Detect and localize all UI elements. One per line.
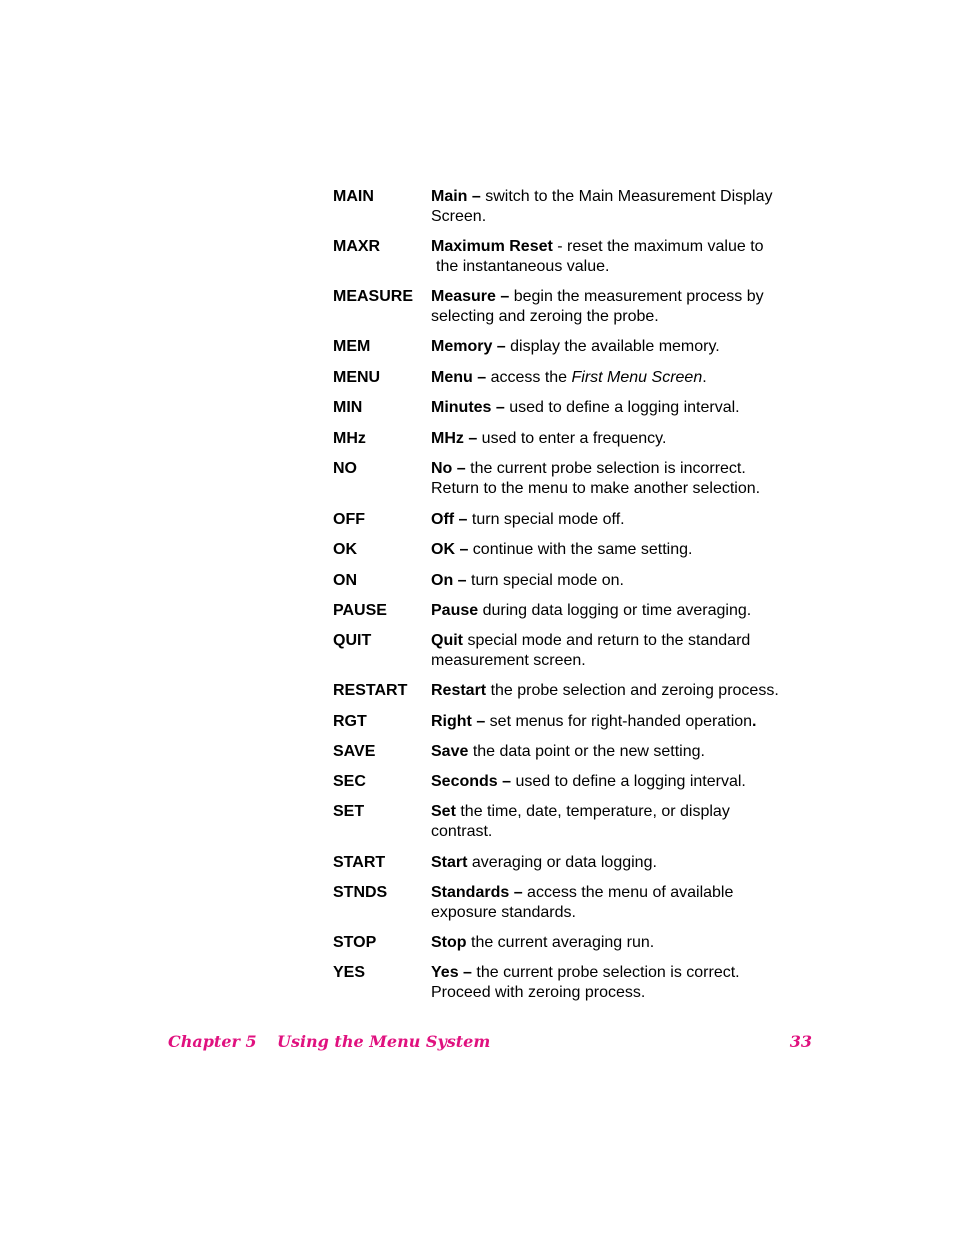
term-name: Right – xyxy=(431,713,486,730)
term-name: OK – xyxy=(431,541,469,558)
term-description: exposure standards. xyxy=(431,904,576,921)
term-name: Minutes – xyxy=(431,399,505,416)
term-definition xyxy=(431,540,823,560)
term-description: switch to the Main Measurement Display xyxy=(480,188,773,205)
menu-term-entry xyxy=(333,287,823,327)
menu-term-entry xyxy=(333,933,823,953)
term-definition xyxy=(431,712,823,732)
term-definition xyxy=(431,772,823,792)
term-definition xyxy=(431,237,823,277)
menu-term-entry xyxy=(333,681,823,701)
term-description: Return to the menu to make another selection. xyxy=(431,480,761,497)
menu-term-entry xyxy=(333,510,823,530)
term-description: turn special mode off. xyxy=(467,511,625,528)
term-description: during data logging or time averaging. xyxy=(478,602,752,619)
term-definition xyxy=(431,187,823,227)
term-name: No – xyxy=(431,460,466,477)
term-name: Off – xyxy=(431,511,468,528)
term-key: RESTART xyxy=(333,682,408,699)
term-name: Memory – xyxy=(431,338,506,355)
term-description: turn special mode on. xyxy=(466,572,624,589)
menu-term-entry xyxy=(333,712,823,732)
term-description: . xyxy=(702,369,707,386)
term-definition xyxy=(431,742,823,762)
term-description: special mode and return to the standard xyxy=(463,632,751,649)
term-definition xyxy=(431,429,823,449)
term-name: MHz – xyxy=(431,430,478,447)
term-description: the probe selection and zeroing process. xyxy=(486,682,779,699)
menu-term-entry xyxy=(333,742,823,762)
term-definition xyxy=(431,459,823,499)
term-description: set menus for right-handed operation xyxy=(485,713,753,730)
menu-term-entry xyxy=(333,398,823,418)
term-definition xyxy=(431,368,823,388)
term-name: On – xyxy=(431,572,467,589)
term-description: used to enter a frequency. xyxy=(477,430,667,447)
footer-section-title: Using the Menu System xyxy=(277,1032,491,1051)
term-emphasis: First Menu Screen xyxy=(571,369,703,386)
term-description: - reset the maximum value to xyxy=(552,238,764,255)
term-key: MAXR xyxy=(333,238,381,255)
menu-term-entry xyxy=(333,601,823,621)
term-key: YES xyxy=(333,964,366,981)
term-description: Screen. xyxy=(431,208,487,225)
term-key: MIN xyxy=(333,399,363,416)
term-key: STOP xyxy=(333,934,377,951)
term-key: OK xyxy=(333,541,357,558)
term-description: access the menu of available xyxy=(522,884,734,901)
term-key: STNDS xyxy=(333,884,388,901)
term-definition xyxy=(431,681,823,701)
term-definition xyxy=(431,631,823,671)
page-footer xyxy=(168,1032,812,1054)
menu-term-entry xyxy=(333,571,823,591)
term-definition xyxy=(431,802,823,842)
term-description: the instantaneous value. xyxy=(436,258,610,275)
term-name: Save xyxy=(431,743,469,760)
term-description: display the available memory. xyxy=(505,338,720,355)
term-description: the data point or the new setting. xyxy=(468,743,705,760)
menu-term-entry xyxy=(333,337,823,357)
menu-term-entry xyxy=(333,883,823,923)
term-key: SAVE xyxy=(333,743,376,760)
term-description: begin the measurement process by xyxy=(509,288,764,305)
term-description: the current probe selection is incorrect. xyxy=(465,460,746,477)
menu-term-entry xyxy=(333,187,823,227)
menu-term-entry xyxy=(333,429,823,449)
term-key: MEM xyxy=(333,338,371,355)
term-key: MHz xyxy=(333,430,366,447)
term-name: Yes – xyxy=(431,964,472,981)
term-key: MAIN xyxy=(333,188,374,205)
term-definition xyxy=(431,933,823,953)
term-name: Standards – xyxy=(431,884,523,901)
term-name: Measure – xyxy=(431,288,510,305)
term-name: Pause xyxy=(431,602,479,619)
term-name: Set xyxy=(431,803,456,820)
term-name: . xyxy=(752,713,757,730)
menu-term-list xyxy=(333,187,823,1003)
term-definition xyxy=(431,601,823,621)
term-definition xyxy=(431,337,823,357)
term-description: continue with the same setting. xyxy=(468,541,693,558)
term-key: ON xyxy=(333,572,357,589)
term-definition xyxy=(431,287,823,327)
term-definition xyxy=(431,398,823,418)
term-description: used to define a logging interval. xyxy=(511,773,746,790)
menu-term-entry xyxy=(333,963,823,1003)
term-key: OFF xyxy=(333,511,365,528)
term-name: Menu – xyxy=(431,369,487,386)
term-key: MENU xyxy=(333,369,381,386)
term-name: Seconds – xyxy=(431,773,512,790)
term-key: PAUSE xyxy=(333,602,387,619)
term-definition xyxy=(431,963,823,1003)
term-definition xyxy=(431,571,823,591)
term-name: Restart xyxy=(431,682,487,699)
term-definition xyxy=(431,853,823,873)
term-name: Stop xyxy=(431,934,467,951)
term-description: Proceed with zeroing process. xyxy=(431,984,646,1001)
term-description: measurement screen. xyxy=(431,652,586,669)
page-number: 33 xyxy=(789,1032,812,1051)
menu-term-entry xyxy=(333,631,823,671)
term-description: used to define a logging interval. xyxy=(504,399,740,416)
term-name: Main – xyxy=(431,188,481,205)
menu-term-entry xyxy=(333,237,823,277)
menu-term-entry xyxy=(333,459,823,499)
term-description: selecting and zeroing the probe. xyxy=(431,308,659,325)
term-key: SET xyxy=(333,803,365,820)
term-description: the time, date, temperature, or display xyxy=(455,803,730,820)
term-description: access the xyxy=(486,369,572,386)
menu-term-entry xyxy=(333,802,823,842)
term-description: the current probe selection is correct. xyxy=(471,964,740,981)
term-definition xyxy=(431,883,823,923)
term-key: START xyxy=(333,854,386,871)
menu-term-entry xyxy=(333,853,823,873)
term-key: SEC xyxy=(333,773,366,790)
term-name: Quit xyxy=(431,632,463,649)
menu-term-entry xyxy=(333,772,823,792)
term-description: averaging or data logging. xyxy=(467,854,657,871)
term-key: RGT xyxy=(333,713,367,730)
footer-chapter: Chapter 5 xyxy=(168,1032,257,1051)
term-name: Start xyxy=(431,854,468,871)
term-key: NO xyxy=(333,460,357,477)
term-name: Maximum Reset xyxy=(431,238,553,255)
term-definition xyxy=(431,510,823,530)
menu-term-entry xyxy=(333,540,823,560)
term-description: contrast. xyxy=(431,823,493,840)
term-description: the current averaging run. xyxy=(466,934,655,951)
menu-term-entry xyxy=(333,368,823,388)
term-key: MEASURE xyxy=(333,288,414,305)
term-key: QUIT xyxy=(333,632,372,649)
